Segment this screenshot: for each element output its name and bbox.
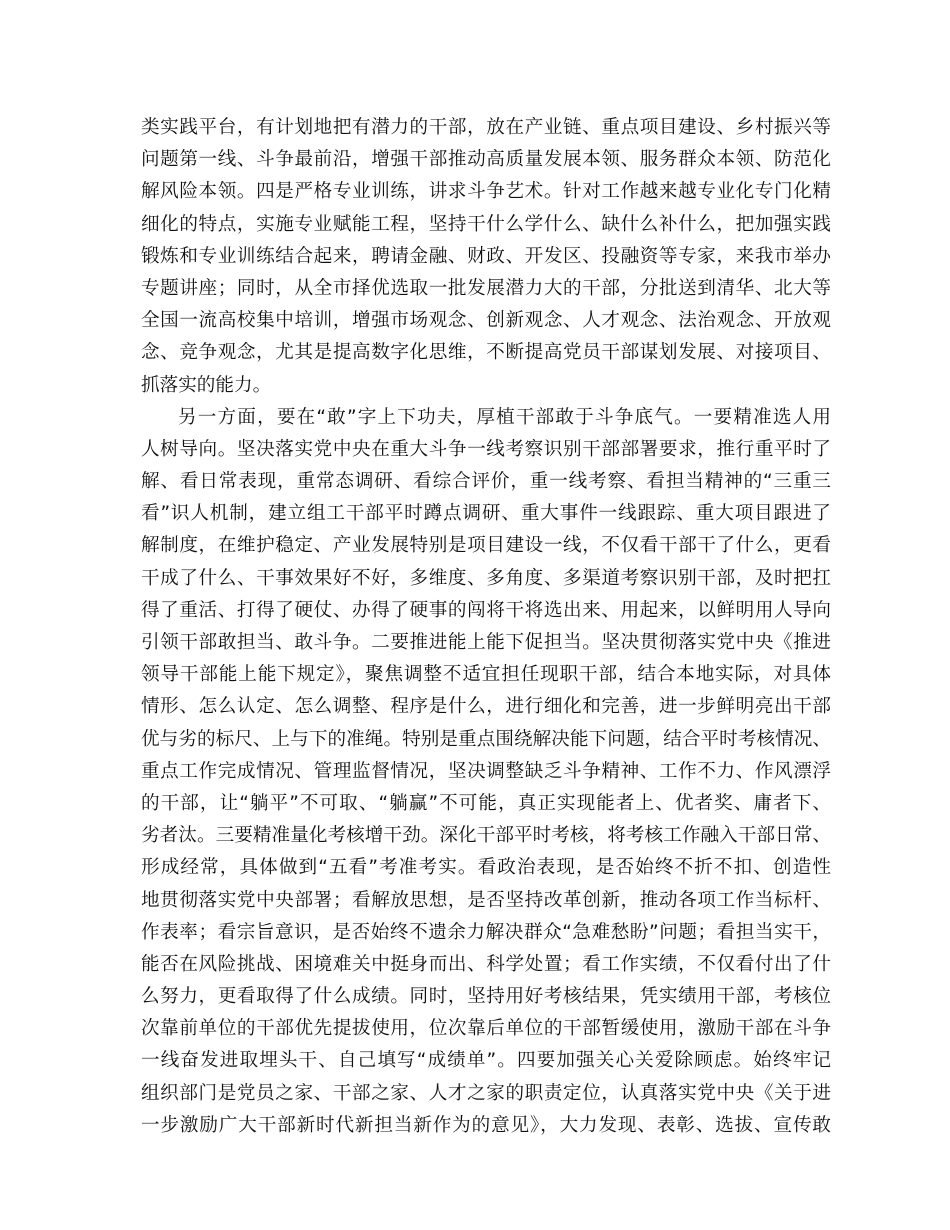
text-line: 全国一流高校集中培训，增强市场观念、创新观念、人才观念、法治观念、开放观	[141, 310, 831, 332]
text-line: 解制度，在维护稳定、产业发展特别是项目建设一线，不仅看干部干了什么，更看	[141, 535, 831, 557]
text-line: 优与劣的标尺、上与下的准绳。特别是重点围绕解决能下问题，结合平时考核情况、	[141, 728, 831, 750]
text-line: 锻炼和专业训练结合起来，聘请金融、财政、开发区、投融资等专家，来我市举办	[141, 245, 831, 267]
text-line: 人树导向。坚决落实党中央在重大斗争一线考察识别干部部署要求，推行重平时了	[141, 438, 831, 460]
text-line: 作表率；看宗旨意识，是否始终不遗余力解决群众“急难愁盼”问题；看担当实干，	[141, 921, 831, 943]
text-line: 领导干部能上能下规定》，聚焦调整不适宜担任现职干部，结合本地实际，对具体	[141, 664, 831, 686]
text-line: 得了重活、打得了硬仗、办得了硬事的闯将干将选出来、用起来，以鲜明用人导向	[141, 599, 831, 621]
text-line: 情形、怎么认定、怎么调整、程序是什么，进行细化和完善，进一步鲜明亮出干部	[141, 696, 831, 718]
text-line: 另一方面，要在“敢”字上下功夫，厚植干部敢于斗争底气。一要精准选人用	[178, 406, 831, 428]
text-line: 解、看日常表现，重常态调研、看综合评价，重一线考察、看担当精神的“三重三	[141, 471, 831, 493]
text-line: 类实践平台，有计划地把有潜力的干部，放在产业链、重点项目建设、乡村振兴等	[141, 117, 831, 138]
text-line: 次靠前单位的干部优先提拔使用，位次靠后单位的干部暂缓使用，激励干部在斗争	[141, 1018, 831, 1040]
text-line: 的干部，让“躺平”不可取、“躺赢”不可能，真正实现能者上、优者奖、庸者下、	[141, 792, 831, 814]
text-line: 专题讲座；同时，从全市择优选取一批发展潜力大的干部，分批送到清华、北大等	[141, 277, 831, 299]
text-line: 地贯彻落实党中央部署；看解放思想，是否坚持改革创新，推动各项工作当标杆、	[141, 889, 831, 911]
text-line: 念、竞争观念，尤其是提高数字化思维，不断提高党员干部谋划发展、对接项目、	[141, 342, 831, 364]
document-body	[141, 112, 831, 1142]
text-line: 劣者汰。三要精准量化考核增干劲。深化干部平时考核，将考核工作融入干部日常、	[141, 825, 831, 847]
text-line: 组织部门是党员之家、干部之家、人才之家的职责定位，认真落实党中央《关于进	[141, 1082, 831, 1104]
text-line: 能否在风险挑战、困境难关中挺身而出、科学处置；看工作实绩，不仅看付出了什	[141, 953, 831, 975]
text-line: 一步激励广大干部新时代新担当新作为的意见》，大力发现、表彰、选拔、宣传敢	[141, 1114, 831, 1136]
text-line: 解风险本领。四是严格专业训练，讲求斗争艺术。针对工作越来越专业化专门化精	[141, 181, 831, 203]
paragraph-2	[141, 402, 831, 1142]
text-line: 细化的特点，实施专业赋能工程，坚持干什么学什么、缺什么补什么，把加强实践	[141, 213, 831, 235]
text-line: 抓落实的能力。	[141, 374, 272, 396]
text-line: 问题第一线、斗争最前沿，增强干部推动高质量发展本领、服务群众本领、防范化	[141, 149, 831, 171]
text-line: 重点工作完成情况、管理监督情况，坚决调整缺乏斗争精神、工作不力、作风漂浮	[141, 760, 831, 782]
text-line: 么努力，更看取得了什么成绩。同时，坚持用好考核结果，凭实绩用干部，考核位	[141, 986, 831, 1008]
paragraph-1	[141, 112, 831, 402]
text-line: 看”识人机制，建立组工干部平时蹲点调研、重大事件一线跟踪、重大项目跟进了	[141, 503, 831, 525]
text-line: 形成经常，具体做到“五看”考准考实。看政治表现，是否始终不折不扣、创造性	[141, 857, 831, 879]
text-line: 一线奋发进取埋头干、自己填写“成绩单”。四要加强关心关爱除顾虑。始终牢记	[141, 1050, 831, 1072]
text-line: 引领干部敢担当、敢斗争。二要推进能上能下促担当。坚决贯彻落实党中央《推进	[141, 632, 831, 653]
text-line: 干成了什么、干事效果好不好，多维度、多角度、多渠道考察识别干部，及时把扛	[141, 567, 831, 589]
